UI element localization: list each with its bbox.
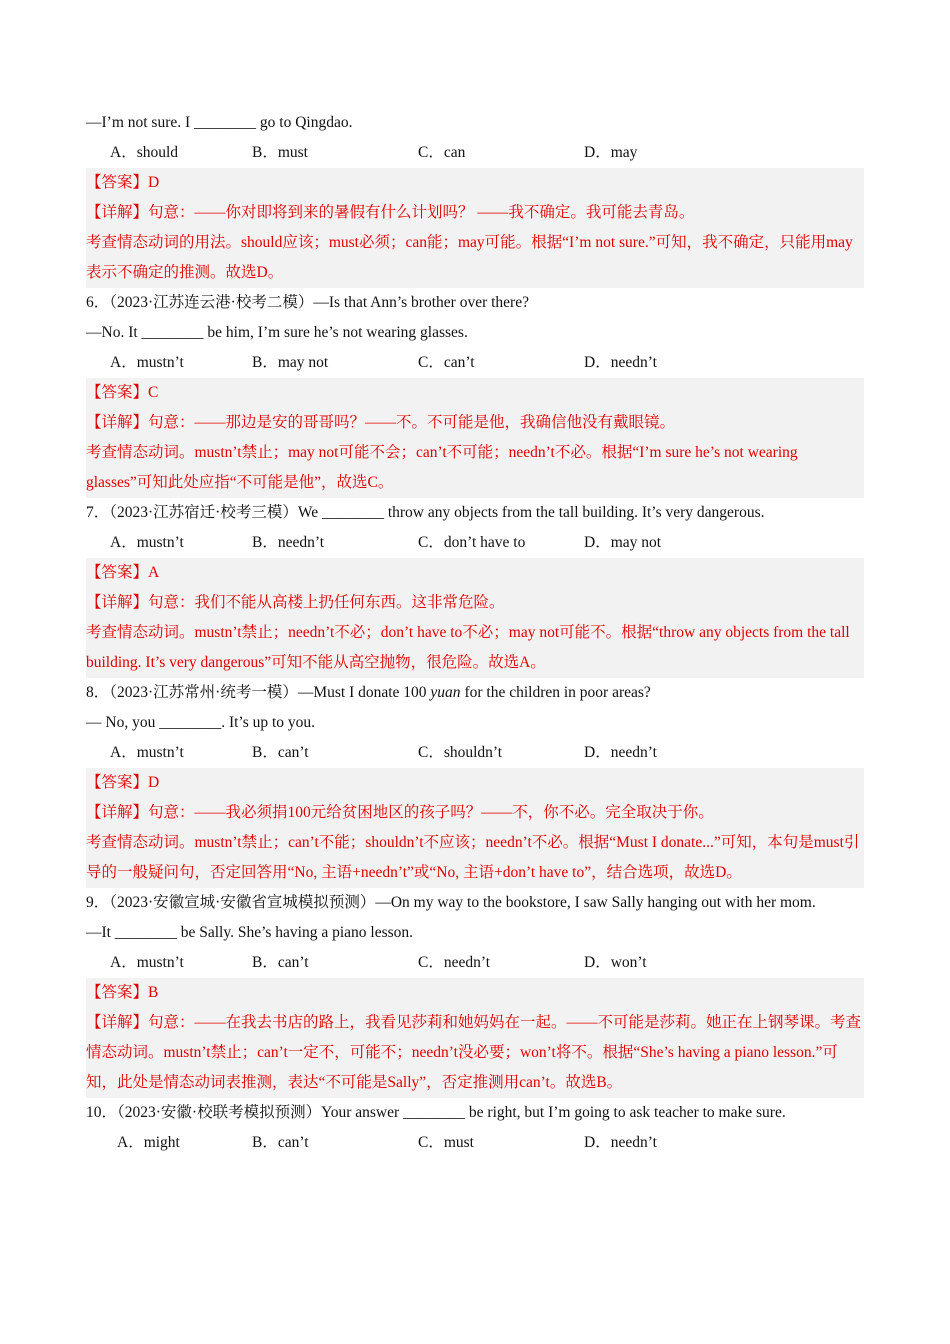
q8-stem-line2: — No, you ________. It’s up to you. (86, 714, 316, 731)
q7-stem: 7．（2023·江苏宿迁·校考三模）We ________ throw any objects from the tall building. It’s very dangerous. (86, 504, 765, 521)
q9-stem: 9．（2023·安徽宣城·安徽省宣城模拟预测）—On my way to the bookstore, I saw Sally hanging out with her mom. (86, 894, 816, 911)
q5-option-c: C．can (418, 144, 466, 161)
q5-detail: 【详解】句意：——你对即将到来的暑假有什么计划吗？ ——我不确定。我可能去青岛。 (86, 204, 695, 221)
q9-option-c: C．needn’t (418, 954, 491, 971)
q9-answer-box (86, 978, 864, 1098)
q10-option-a: A．might (117, 1134, 180, 1151)
q5-analysis: 考查情态动词的用法。should应该；must必须；can能；may可能。根据“I’m not sure.”可知，我不确定，只能用may表示不确定的推测。故选D。 (86, 234, 853, 281)
q7-option-d: D．may not (584, 534, 662, 551)
q10-option-c: C．must (418, 1134, 474, 1151)
q6-options (86, 348, 864, 378)
q10-option-b: B．can’t (252, 1134, 309, 1151)
q10-options (86, 1128, 864, 1158)
q5-option-a: A．should (110, 144, 179, 161)
q8-answer: 【答案】D (86, 774, 160, 791)
document-page (86, 108, 864, 1158)
q6-stem-line2: —No. It ________ be him, I’m sure he’s not wearing glasses. (86, 324, 468, 341)
q10-stem: 10．（2023·安徽·校联考模拟预测）Your answer ________ be right, but I’m going to ask teacher to make sure. (86, 1104, 786, 1121)
q10-option-d: D．needn’t (584, 1134, 657, 1151)
q6-option-d: D．needn’t (584, 354, 657, 371)
q7-answer: 【答案】A (86, 564, 160, 581)
q7-options (86, 528, 864, 558)
q9-option-b: B．can’t (252, 954, 309, 971)
q8-stem-post: for the children in poor areas? (460, 684, 651, 701)
q7-option-a: A．mustn’t (110, 534, 184, 551)
q6-stem: 6．（2023·江苏连云港·校考二模）—Is that Ann’s brother over there? (86, 294, 529, 311)
q6-analysis: 考查情态动词。mustn’t禁止；may not可能不会；can’t不可能；needn’t不必。根据“I’m sure he’s not wearing glasses”可知此处应指“不可能是他”，故选C。 (86, 444, 798, 491)
q8-stem-pre: 8．（2023·江苏常州·统考一模）—Must I donate 100 (86, 684, 431, 701)
q6-option-c: C．can’t (418, 354, 475, 371)
q9-detail: 【详解】句意：——在我去书店的路上，我看见莎莉和她妈妈在一起。——不可能是莎莉。她正在上钢琴课。考查情态动词。mustn’t禁止；can’t一定不，可能不；needn’t没必要；won’t将不。根据“She’s having a piano lesson.”可知，此处是情态动词表推测，表达“不可能是Sally”，否定推测用can’t。故选B。 (86, 1014, 862, 1091)
q8-option-d: D．needn’t (584, 744, 657, 761)
q5-option-d: D．may (584, 144, 638, 161)
q7-analysis: 考查情态动词。mustn’t禁止；needn’t不必；don’t have to不必；may not可能不。根据“throw any objects from the tall building. It’s very dangerous”可知不能从高空抛物，很危险。故选A。 (86, 624, 850, 671)
q5-answer: 【答案】D (86, 174, 160, 191)
q9-option-a: A．mustn’t (110, 954, 184, 971)
q9-option-d: D．won’t (584, 954, 647, 971)
q6-answer: 【答案】C (86, 384, 159, 401)
q8-option-c: C．shouldn’t (418, 744, 503, 761)
q5-answer-box (86, 168, 864, 288)
q9-stem-line2: —It ________ be Sally. She’s having a piano lesson. (86, 924, 414, 941)
q9-options (86, 948, 864, 978)
q8-option-b: B．can’t (252, 744, 309, 761)
q6-option-a: A．mustn’t (110, 354, 184, 371)
q7-option-c: C．don’t have to (418, 534, 526, 551)
q6-option-b: B．may not (252, 354, 329, 371)
q8-stem (86, 678, 864, 708)
q5-options (86, 138, 864, 168)
q8-analysis: 考查情态动词。mustn’t禁止；can’t不能；shouldn’t不应该；needn’t不必。根据“Must I donate...”可知，本句是must引导的一般疑问句，否定回答用“No, 主语+needn’t”或“No, 主语+don’t have to”，结合选项，故选D。 (86, 834, 860, 881)
q7-detail: 【详解】句意：我们不能从高楼上扔任何东西。这非常危险。 (86, 594, 505, 611)
q7-option-b: B．needn’t (252, 534, 325, 551)
q9-answer: 【答案】B (86, 984, 159, 1001)
q8-answer-box (86, 768, 864, 888)
q5-stem: —I’m not sure. I ________ go to Qingdao. (86, 114, 353, 131)
q6-answer-box (86, 378, 864, 498)
q7-answer-box (86, 558, 864, 678)
q5-option-b: B．must (252, 144, 308, 161)
q8-options (86, 738, 864, 768)
q8-stem-yuan: yuan (430, 684, 461, 701)
q6-detail: 【详解】句意：——那边是安的哥哥吗？——不。不可能是他，我确信他没有戴眼镜。 (86, 414, 676, 431)
q8-detail: 【详解】句意：——我必须捐100元给贫困地区的孩子吗？——不，你不必。完全取决于你。 (86, 804, 714, 821)
q8-option-a: A．mustn’t (110, 744, 184, 761)
